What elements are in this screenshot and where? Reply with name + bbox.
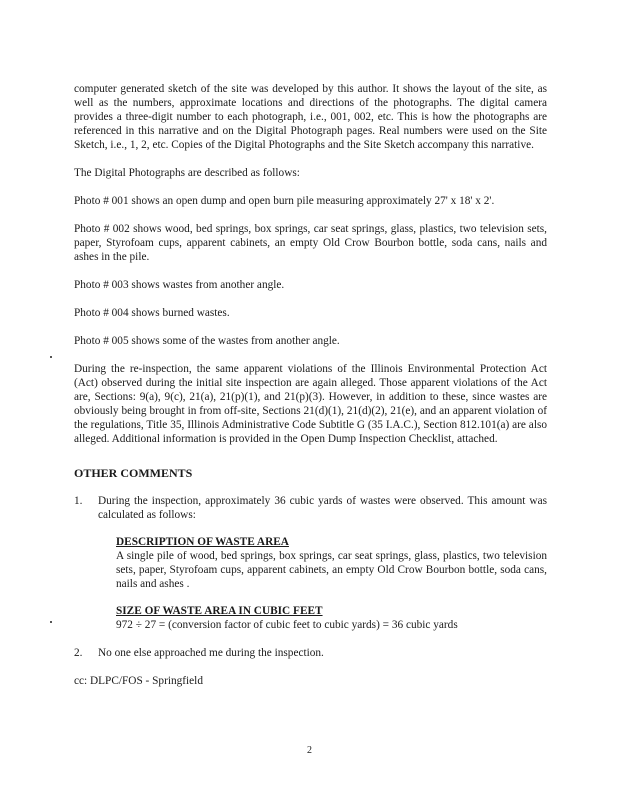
photo-002-description: Photo # 002 shows wood, bed springs, box springs, car seat springs, glass, plastics, two television sets, paper, Styrofoam cups, apparent cabinets, an empty Old Crow Bourbon bottle, soda cans, nails and ashes in the pile. <box>74 223 547 263</box>
comment-item-number: 1. <box>74 495 83 507</box>
comment-item-2 <box>74 646 547 660</box>
size-calculation: 972 ÷ 27 = (conversion factor of cubic feet to cubic yards) = 36 cubic yards <box>116 619 458 631</box>
photo-003-description: Photo # 003 shows wastes from another angle. <box>74 279 285 291</box>
photo-005-description: Photo # 005 shows some of the wastes from another angle. <box>74 335 340 347</box>
description-section <box>116 535 547 591</box>
comment-item-number: 2. <box>74 647 83 659</box>
size-section <box>116 604 547 632</box>
comment-item-text: During the inspection, approximately 36 cubic yards of wastes were observed. This amount was calculated as follows: <box>98 495 547 521</box>
scan-mark-2 <box>50 621 52 623</box>
description-heading: DESCRIPTION OF WASTE AREA <box>116 536 289 548</box>
scan-mark-1 <box>50 356 52 358</box>
comment-item-1 <box>74 494 547 632</box>
photo-004-description: Photo # 004 shows burned wastes. <box>74 307 230 319</box>
intro-paragraph: computer generated sketch of the site was developed by this author. It shows the layout of the site, as well as the numbers, approximate locations and directions of the photographs. The digital camera provides a three-digit number to each photograph, i.e., 001, 002, etc. This is how the photographs are referenced in this narrative and on the Digital Photograph pages. Real numbers were used on the Site Sketch, i.e., 1, 2, etc. Copies of the Digital Photographs and the Site Sketch accompany this narrative. <box>74 83 547 151</box>
photos-intro: The Digital Photographs are described as follows: <box>74 167 300 179</box>
reinspection-paragraph: During the re-inspection, the same apparent violations of the Illinois Environmental Protection Act (Act) observed during the initial site inspection are again alleged. Those apparent violations of the Act are, Sections: 9(a), 9(c), 21(a), 21(p)(1), and 21(p)(3). However, in addition to these, since wastes are obviously being brought in from off-site, Sections 21(d)(1), 21(d)(2), 21(e), and an apparent violation of the regulations, Title 35, Illinois Administrative Code Subtitle G (35 I.A.C.), Section 812.101(a) are also alleged. Additional information is provided in the Open Dump Inspection Checklist, attached. <box>74 363 547 445</box>
description-text: A single pile of wood, bed springs, box springs, car seat springs, glass, plastics, two television sets, paper, Styrofoam cups, apparent cabinets, an empty Old Crow Bourbon bottle, soda cans, nails and ashes . <box>116 550 547 590</box>
page-number: 2 <box>307 745 312 756</box>
photo-001-description: Photo # 001 shows an open dump and open burn pile measuring approximately 27' x 18' x 2'. <box>74 195 495 207</box>
document-body <box>74 82 547 688</box>
size-heading: SIZE OF WASTE AREA IN CUBIC FEET <box>116 605 323 617</box>
comment-item-text: No one else approached me during the inspection. <box>98 647 324 659</box>
other-comments-heading: OTHER COMMENTS <box>74 466 193 480</box>
cc-line: cc: DLPC/FOS - Springfield <box>74 675 203 687</box>
